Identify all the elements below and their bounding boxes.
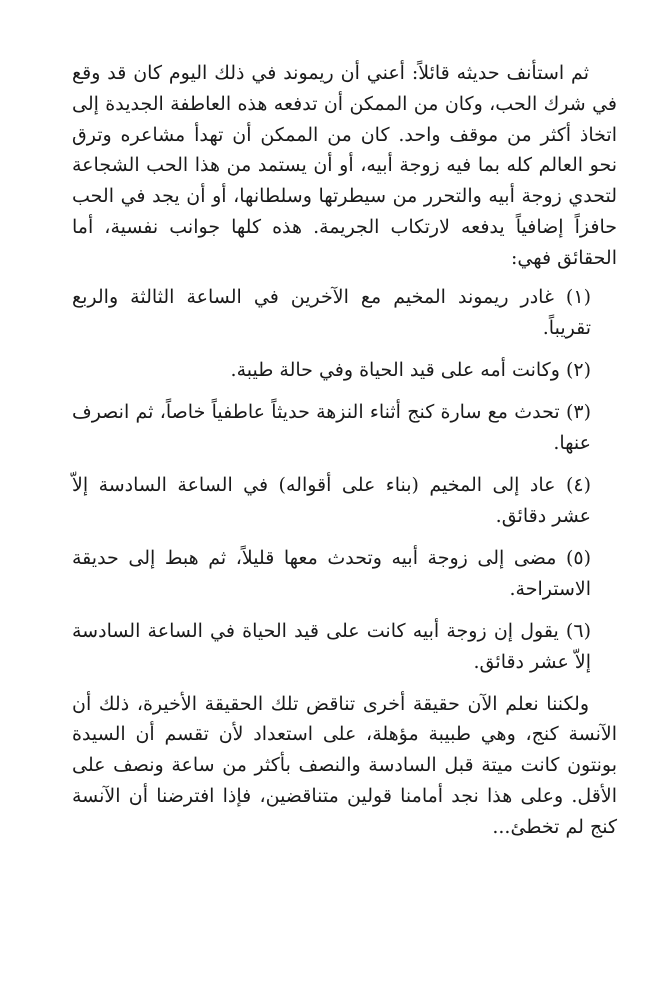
fact-item-2: (٢) وكانت أمه على قيد الحياة وفي حالة طيبة. [230,358,591,381]
closing-paragraph: ولكننا نعلم الآن حقيقة أخرى تناقض تلك الحقيقة الأخيرة، ذلك أن الآنسة كنج، وهي طبيبة مؤهلة، على استعداد لأن تقسم أن السيدة بونتون كانت ميتة قبل السادسة والنصف بأكثر من ساعة ونصف على الأقل. وعلى هذا نجد أمامنا قولين متناقضين، فإذا افترضنا أن الآنسة كنج لم تخطئ... [72,692,617,838]
facts-list [72,282,617,678]
fact-item-4: (٤) عاد إلى المخيم (بناء على أقواله) في الساعة السادسة إلاّ عشر دقائق. [72,473,591,527]
intro-paragraph: ثم استأنف حديثه قائلاً: أعني أن ريموند في ذلك اليوم كان قد وقع في شرك الحب، وكان من الممكن أن تدفعه هذه العاطفة الجديدة إلى اتخاذ أكثر من موقف واحد. كان من الممكن أن تهدأ مشاعره وترق نحو العالم كله بما فيه زوجة أبيه، أو أن يستمد من هذا الحب الشجاعة لتحدي زوجة أبيه والتحرر من سيطرتها وسلطانها، أو أن يجد في الحب حافزاً إضافياً يدفعه لارتكاب الجريمة. هذه كلها جوانب نفسية، أما الحقائق فهي: [72,62,618,269]
fact-item-3: (٣) تحدث مع سارة كنج أثناء النزهة حديثاً عاطفياً خاصاً، ثم انصرف عنها. [72,400,591,454]
fact-item-6: (٦) يقول إن زوجة أبيه كانت على قيد الحياة في الساعة السادسة إلاّ عشر دقائق. [72,619,591,673]
fact-item-5: (٥) مضى إلى زوجة أبيه وتحدث معها قليلاً، ثم هبط إلى حديقة الاستراحة. [72,546,591,600]
book-page [72,58,617,843]
fact-item-1: (١) غادر ريموند المخيم مع الآخرين في الساعة الثالثة والربع تقريباً. [72,285,591,339]
